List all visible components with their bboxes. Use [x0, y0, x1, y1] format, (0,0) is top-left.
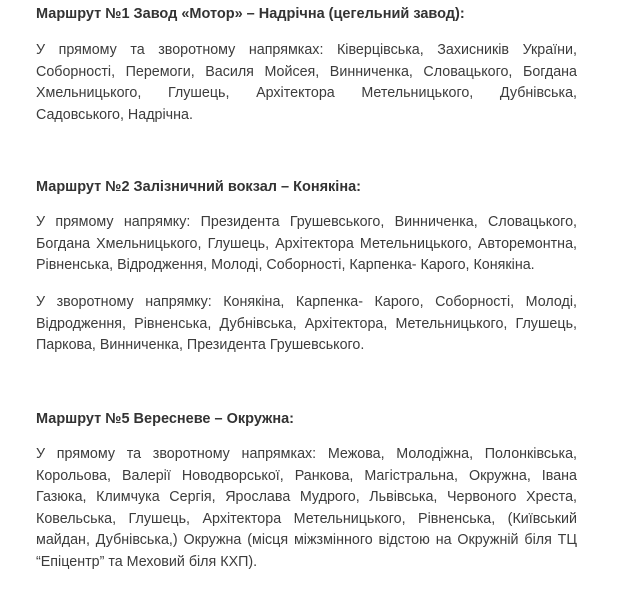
text-line: Хмельницького, Глушець, Архітектора Метельницького, Дубнівська, — [36, 85, 577, 101]
text-line: Корольова, Валерії Новодворської, Ранкова, Магістральна, Окружна, Івана — [36, 467, 577, 484]
text-line: У прямому та зворотному напрямках: Межова, Молодіжна, Полонківська, — [36, 446, 577, 462]
route-2-title: Маршрут №2 Залізничний вокзал – Конякіна: — [36, 179, 361, 195]
route-1-paragraph — [36, 40, 577, 126]
text-line: Богдана Хмельницького, Глушець, Архітектора Метельницького, Авторемонтна, — [36, 235, 577, 252]
text-line: Рівненська, Відродження, Молоді, Соборності, Карпенка- Карого, Конякіна. — [36, 257, 535, 273]
text-line: У зворотному напрямку: Конякіна, Карпенка- Карого, Соборності, Молоді, — [36, 294, 577, 310]
route-5-paragraph — [36, 444, 577, 573]
route-1-title: Маршрут №1 Завод «Мотор» – Надрічна (цегельний завод): — [36, 6, 465, 22]
text-line: “Епіцентр” та Меховий біля КХП). — [36, 553, 258, 570]
route-2-forward-paragraph — [36, 212, 577, 277]
route-5-title: Маршрут №5 Вересневе – Окружна: — [36, 411, 294, 427]
text-line: Ковельська, Глушець, Архітектора Метельницького, Рівненська, (Київський — [36, 510, 577, 527]
text-line: У прямому напрямку: Президента Грушевського, Винниченка, Словацького, — [36, 214, 577, 230]
text-line: У прямому та зворотному напрямках: Ківерцівська, Захисників України, — [36, 42, 577, 58]
text-line: майдан, Дубнівська,) Окружна (місця міжзмінного відстою на Окружній біля ТЦ — [36, 532, 577, 548]
text-line: Соборності, Перемоги, Василя Мойсея, Винниченка, Словацького, Богдана — [36, 63, 577, 80]
text-line: Садовського, Надрічна. — [36, 106, 193, 123]
route-2-reverse-paragraph — [36, 292, 577, 357]
text-line: Газюка, Климчука Сергія, Ярослава Мудрого, Львівська, Червоного Хреста, — [36, 489, 577, 505]
text-line: Паркова, Винниченка, Президента Грушевського. — [36, 337, 365, 353]
text-line: Відродження, Рівненська, Дубнівська, Архітектора, Метельницького, Глушець, — [36, 315, 577, 332]
